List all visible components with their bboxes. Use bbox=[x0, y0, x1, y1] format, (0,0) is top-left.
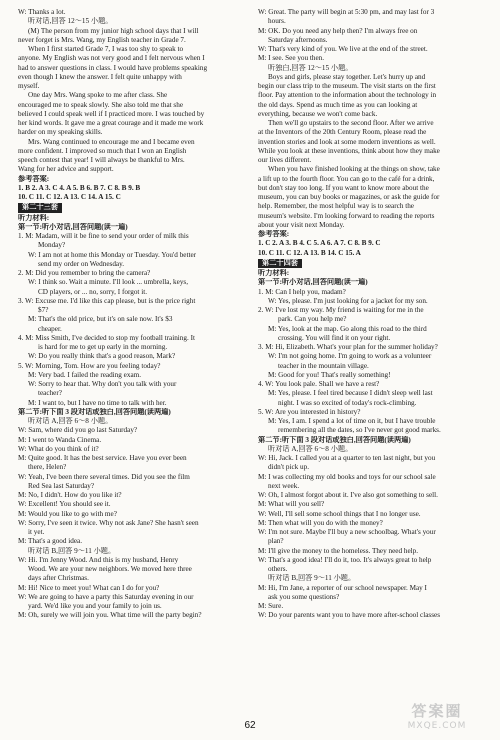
text-line: museum's website. I'm looking forward to reading the reports bbox=[258, 211, 435, 220]
text-line: 4. M: Miss Smith, I've decided to stop my football training. It bbox=[18, 333, 195, 342]
text-line: W: What do you think of it? bbox=[18, 444, 99, 453]
text-line: Mrs. Wang continued to encourage me and I became even bbox=[28, 137, 195, 146]
text-line: M: OK. Do you need any help then? I'm always free on bbox=[258, 26, 418, 35]
text-line: 第二节:听下面 3 段对话或独白,回答问题(读两遍) bbox=[18, 407, 171, 416]
text-line: W: Hi. I'm Jenny Wood. And this is my husband, Henry bbox=[18, 555, 179, 564]
text-line: had to answer questions in class. I would have problems speaking bbox=[18, 63, 208, 72]
text-line: 5. W: Are you interested in history? bbox=[258, 407, 361, 416]
text-line: When I first started Grade 7, I was too shy to speak to bbox=[28, 45, 184, 53]
text-line: M: Quite good. It has the best service. Have you ever been bbox=[18, 454, 187, 462]
text-line: One day Mrs. Wang spoke to me after class. She bbox=[28, 91, 168, 100]
text-line: M: That's the old price, but it's on sale now. It's $3 bbox=[28, 315, 173, 324]
text-line: M: Yes, I am. I spend a lot of time on it, but I have trouble bbox=[268, 417, 436, 425]
text-line: 3. W: Excuse me. I'd like this cap please, but is the price right bbox=[18, 296, 196, 305]
watermark-url: MXQE.COM bbox=[407, 721, 467, 731]
text-line: 参考答案: bbox=[258, 230, 290, 238]
text-line: 第二节:听下面 3 段对话或独白,回答问题(读两遍) bbox=[258, 435, 411, 444]
text-line: 3. M: Hi, Elizabeth. What's your plan for the summer holiday? bbox=[258, 343, 438, 351]
text-line: M: Oh, surely we will join you. What time will the party begin? bbox=[18, 611, 202, 620]
text-line: Red Sea last Saturday? bbox=[28, 481, 95, 490]
text-line: park. Can you help me? bbox=[278, 315, 347, 324]
text-line: teacher in the mountain village. bbox=[278, 361, 369, 370]
text-line: there, Helen? bbox=[28, 463, 67, 472]
text-line: W: I'm not sure. Maybe I'll buy a new schoolbag. What's your bbox=[258, 528, 436, 536]
text-line: 1. M: Can I help you, madam? bbox=[258, 287, 346, 296]
text-line: W: That's very kind of you. We live at the end of the street. bbox=[258, 45, 428, 53]
text-line: Then we'll go upstairs to the second floor. After we arrive bbox=[268, 119, 434, 127]
watermark bbox=[382, 702, 492, 736]
text-line: ask you some questions? bbox=[268, 592, 340, 601]
text-line: didn't pick up. bbox=[268, 463, 310, 472]
text-line: 2. W: I've lost my way. My friend is waiting for me in the bbox=[258, 306, 424, 314]
text-line: anyone. My English was not very good and I felt nervous when I bbox=[18, 54, 205, 63]
text-line: W: Excellent! You should see it. bbox=[18, 500, 111, 509]
text-line: speech contest that year! I will always be thankful to Mrs. bbox=[18, 156, 185, 164]
text-line: Wood. We are your new neighbors. We moved here three bbox=[28, 565, 192, 573]
text-line: Saturday afternoons. bbox=[268, 35, 328, 44]
text-line: others. bbox=[268, 565, 288, 573]
text-line: M: That's a good idea. bbox=[18, 537, 83, 546]
text-line: M: No, I didn't. How do you like it? bbox=[18, 491, 122, 499]
text-line: night. I was so excited of today's rock-climbing. bbox=[278, 398, 417, 407]
text-line: our lives different. bbox=[258, 156, 312, 164]
text-line: remembering all the dates, so I've never got good marks. bbox=[278, 426, 441, 435]
text-line: W: That's a good idea! I'll do it, too. It's always great to help bbox=[258, 555, 432, 564]
text-line: days after Christmas. bbox=[28, 574, 89, 583]
text-line: invention stories and look at some modern inventions as well. bbox=[258, 137, 436, 146]
text-line: but don't stay too long. If you want to know more about the bbox=[258, 183, 429, 192]
text-line: 参考答案: bbox=[18, 174, 50, 183]
text-line: help. Remember, the most helpful way is to search the bbox=[258, 202, 414, 211]
text-line: W: Well, I'll sell some school things that I no longer use. bbox=[258, 509, 421, 518]
text-line: When you have finished looking at the things on show, take bbox=[268, 165, 440, 174]
text-line: teacher? bbox=[38, 389, 62, 398]
text-line: CD players, or ... no, sorry, I forgot it. bbox=[38, 287, 147, 296]
text-line: W: I'm not going home. I'm going to work as a volunteer bbox=[268, 352, 432, 361]
text-line: a lift up to the fourth floor. You can go to the café for a drink, bbox=[258, 174, 435, 183]
text-line: everything, because we won't come back. bbox=[258, 109, 378, 118]
right-column bbox=[258, 8, 482, 621]
text-line: it yet. bbox=[28, 528, 45, 536]
text-line: 4. W: You look pale. Shall we have a rest? bbox=[258, 380, 380, 388]
text-line: M: Hi! Nice to meet you! What can I do for you? bbox=[18, 583, 160, 592]
text-line: 10. C 11. C 12. A 13. C 14. A 15. C bbox=[18, 193, 121, 201]
text-line: is hard for me to get up early in the morning. bbox=[38, 343, 168, 351]
text-line: Wang for her advice and support. bbox=[18, 165, 114, 174]
text-line: M: I want to, but I have no time to talk with her. bbox=[28, 398, 167, 407]
text-line: W: I think so. Wait a minute. I'll look ... umbrella, keys, bbox=[28, 278, 189, 287]
text-line: W: I am not at home this Monday or Tuesday. You'd better bbox=[28, 250, 197, 259]
text-line: M: What will you sell? bbox=[258, 500, 325, 509]
text-line: begin our class trip to the museum. The visit starts on the first bbox=[258, 82, 436, 90]
text-line: W: Do you really think that's a good reason, Mark? bbox=[28, 352, 176, 361]
text-line: M: Sure. bbox=[258, 602, 284, 610]
section-heading: 第二十三套 bbox=[18, 203, 62, 212]
left-column bbox=[18, 8, 242, 621]
text-line: W: Sorry, I've seen it twice. Why not ask Jane? She hasn't seen bbox=[18, 518, 199, 527]
text-line: museum, you can buy books or magazines, or ask the guide for bbox=[258, 193, 440, 201]
text-line: next week. bbox=[268, 481, 300, 490]
text-line: about your visit next Monday. bbox=[258, 220, 345, 229]
text-line: harder on my speaking skills. bbox=[18, 128, 103, 137]
text-line: hours. bbox=[268, 17, 286, 26]
text-line: While you look at these inventions, think about how they make bbox=[258, 146, 440, 155]
text-line: 2. M: Did you remember to bring the camera? bbox=[18, 269, 151, 277]
text-line: yard. We'd like you and your family to join us. bbox=[28, 602, 162, 610]
text-line: 1. M: Madam, will it be fine to send your order of milk this bbox=[18, 232, 189, 240]
text-line: encouraged me to speak slowly. She also told me that she bbox=[18, 100, 184, 109]
text-line: cheaper. bbox=[38, 324, 62, 333]
text-line: W: Sorry to hear that. Why don't you talk with your bbox=[28, 380, 177, 388]
text-line: M: Yes, look at the map. Go along this road to the third bbox=[268, 324, 427, 333]
text-line: M: Hi, I'm Jane, a reporter of our school newspaper. May I bbox=[258, 583, 427, 592]
text-line: the old days. Spend as much time as you can looking at bbox=[258, 100, 418, 109]
text-line: 听独白,回答 12～15 小题。 bbox=[268, 63, 353, 72]
text-line: M: I went to Wanda Cinema. bbox=[18, 435, 102, 444]
text-line: her kind words. It gave me a great courage and it made me work bbox=[18, 119, 204, 127]
text-line: Boys and girls, please stay together. Let's hurry up and bbox=[268, 72, 426, 81]
text-line: W: Yes, please. I'm just looking for a jacket for my son. bbox=[268, 296, 428, 305]
text-line: send my order on Wednesday. bbox=[38, 259, 125, 268]
text-line: W: Oh, I almost forgot about it. I've also got something to sell. bbox=[258, 491, 438, 499]
text-line: $7? bbox=[38, 306, 49, 314]
text-line: W: Great. The party will begin at 5:30 pm, and may last for 3 bbox=[258, 8, 435, 16]
text-line: 听力材料: bbox=[258, 269, 290, 277]
text-line: M: Then what will you do with the money? bbox=[258, 518, 383, 527]
page-number: 62 bbox=[244, 720, 256, 731]
text-line: 1. B 2. A 3. C 4. A 5. B 6. B 7. C 8. B 9. B bbox=[18, 183, 141, 192]
section-heading: 第二十四套 bbox=[258, 259, 302, 268]
watermark-text: 答案圈 bbox=[411, 702, 463, 720]
text-line: M: Yes, please. I feel tired because I didn't sleep well last bbox=[268, 389, 433, 398]
text-line: 听力材料: bbox=[18, 213, 50, 222]
text-line: 第一节:听小对话,回答问题(读一遍) bbox=[18, 222, 128, 231]
text-line: even though I knew the answer. I felt quite unhappy with bbox=[18, 72, 182, 81]
text-line: crossing. You will find it on your right. bbox=[278, 333, 391, 342]
text-line: W: Do your parents want you to have more after-school classes bbox=[258, 611, 441, 620]
text-line: M: Good for you! That's really something! bbox=[268, 370, 391, 379]
text-line: M: Would you like to go with me? bbox=[18, 509, 117, 518]
text-line: 1. C 2. A 3. B 4. C 5. A 6. A 7. C 8. B 9. C bbox=[258, 239, 381, 248]
text-line: W: Yeah, I've been there several times. Did you see the film bbox=[18, 472, 190, 481]
text-line: at the Inventors of the 20th Century Room, please read the bbox=[258, 128, 427, 137]
text-line: W: Thanks a lot. bbox=[18, 8, 66, 16]
text-line: M: Very bad. I failed the reading exam. bbox=[28, 370, 142, 379]
text-line: (M) The person from my junior high school days that I will bbox=[28, 26, 199, 35]
text-line: W: Sam, where did you go last Saturday? bbox=[18, 426, 138, 435]
text-line: plan? bbox=[268, 537, 284, 546]
text-line: 听对话 B,回答 9～11 小题。 bbox=[268, 574, 356, 583]
text-line: 听对话 A,回答 6～8 小题。 bbox=[28, 417, 113, 425]
text-line: M: I see. See you then. bbox=[258, 54, 325, 63]
text-line: 听对话,回答 12～15 小题。 bbox=[28, 17, 113, 26]
text-line: believed I could speak well if I practiced more. I was touched by bbox=[18, 109, 205, 118]
text-line: W: Hi, Jack. I called you at a quarter to ten last night, but you bbox=[258, 454, 436, 462]
text-line: 5. W: Morning, Tom. How are you feeling today? bbox=[18, 361, 161, 370]
text-line: 听对话 B,回答 9～11 小题。 bbox=[28, 546, 116, 555]
text-line: 第一节:听小对话,回答问题(读一遍) bbox=[258, 278, 368, 287]
text-line: floor. Pay attention to the information about the technology in bbox=[258, 91, 437, 100]
text-line: myself. bbox=[18, 82, 40, 90]
text-line: 听对话 A,回答 6～8 小题。 bbox=[268, 444, 353, 453]
text-line: W: We are going to have a party this Saturday evening in our bbox=[18, 592, 194, 601]
text-line: M: I was collecting my old books and toys for our school sale bbox=[258, 472, 436, 481]
text-line: more confident. I improved so much that I won an English bbox=[18, 146, 187, 155]
text-line: never forget is Mrs. Wang, my English teacher in Grade 7. bbox=[18, 35, 186, 44]
text-line: 10. C 11. C 12. A 13. B 14. C 15. A bbox=[258, 248, 361, 257]
text-line: Monday? bbox=[38, 241, 66, 250]
text-line: M: I'll give the money to the homeless. They need help. bbox=[258, 546, 419, 555]
